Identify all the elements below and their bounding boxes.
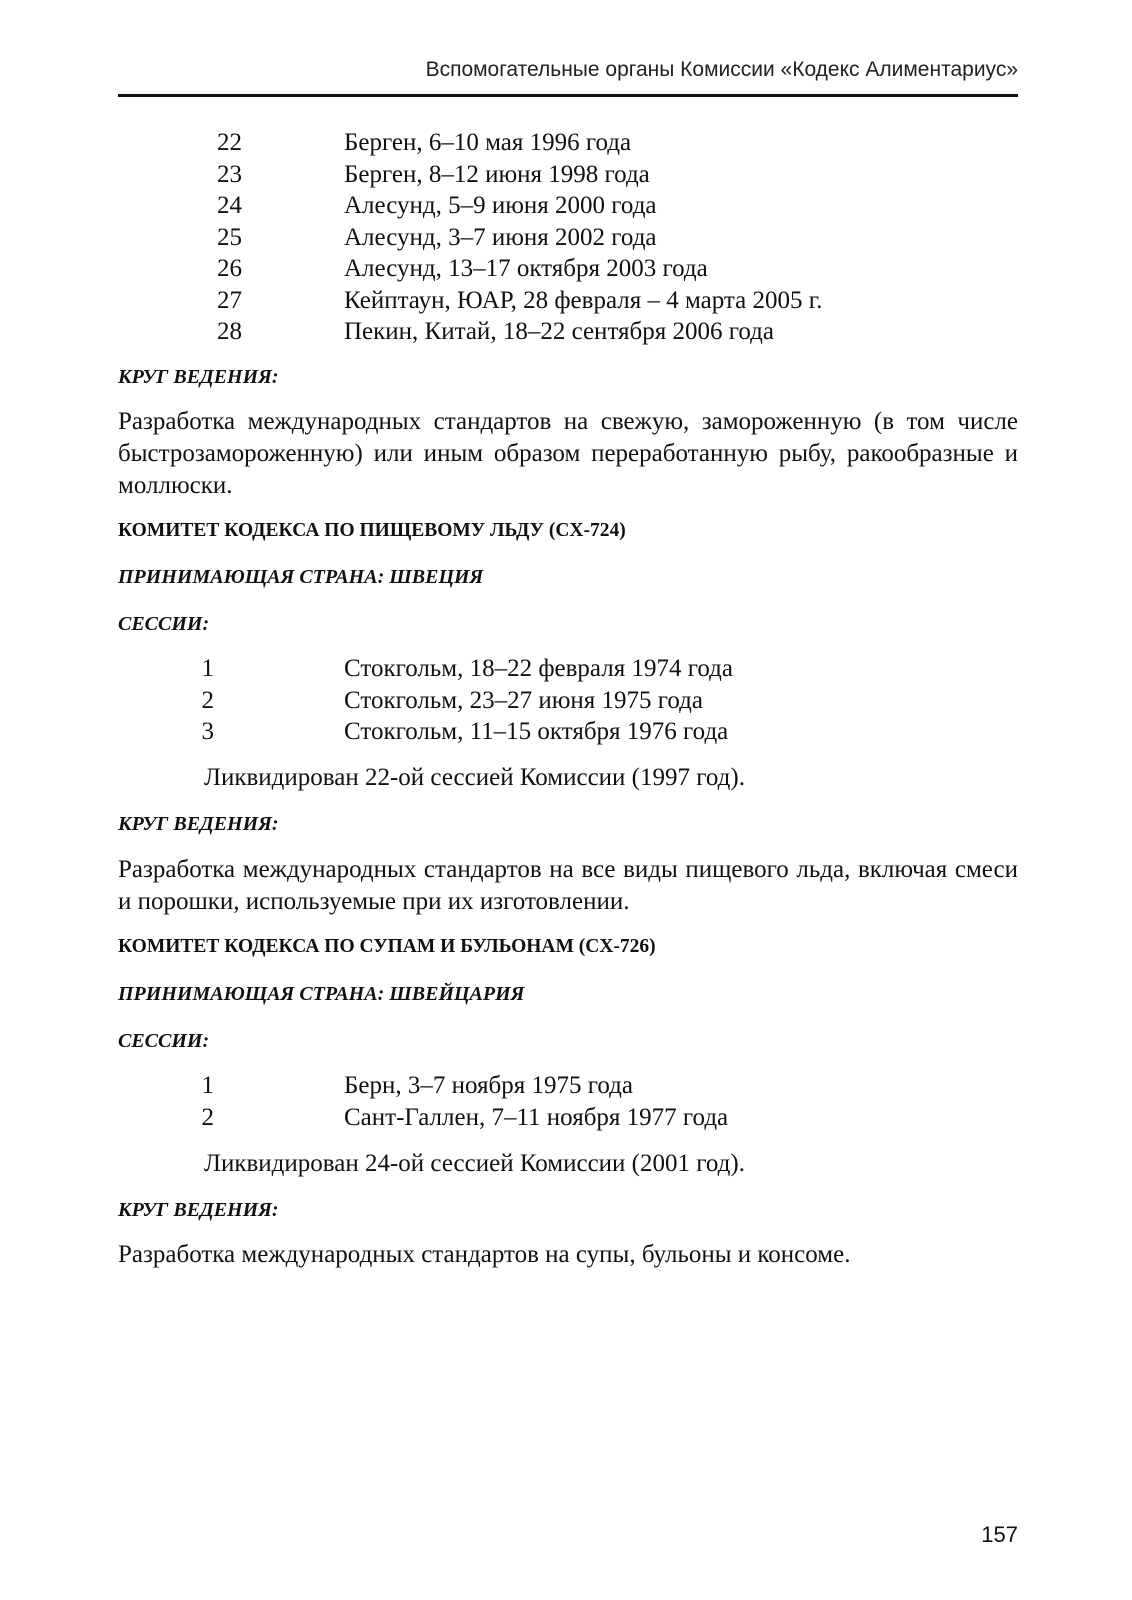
session-details: Алесунд, 13–17 октября 2003 года <box>344 255 708 282</box>
sessions-label: СЕССИИ: <box>118 1030 210 1052</box>
session-row <box>0 316 1132 348</box>
terms-text: Разработка международных стандартов на свежую, замороженную (в том числе быстрозамороженную) или иным образом переработанную рыбу, ракообразные и моллюски. <box>118 408 1018 499</box>
liquidation-note: Ликвидирован 22-ой сессией Комиссии (1997 год). <box>204 764 745 791</box>
session-row <box>0 685 1132 717</box>
session-details: Берген, 6–10 мая 1996 года <box>344 129 632 156</box>
page-number: 157 <box>981 1522 1018 1547</box>
session-number: 3 <box>201 718 214 745</box>
session-row <box>0 285 1132 317</box>
session-number: 22 <box>217 129 242 156</box>
session-number: 1 <box>201 1072 214 1099</box>
session-number: 2 <box>201 1103 214 1131</box>
session-row <box>0 222 1132 254</box>
session-row <box>0 253 1132 285</box>
session-details: Кейптаун, ЮАР, 28 февраля – 4 марта 2005 г. <box>344 286 823 314</box>
session-number: 27 <box>217 286 242 314</box>
host-country-label: ПРИНИМАЮЩАЯ СТРАНА: ШВЕЙЦАРИЯ <box>118 983 525 1005</box>
session-details: Стокгольм, 18–22 февраля 1974 года <box>344 655 733 682</box>
session-number: 23 <box>217 160 242 188</box>
session-row <box>0 1102 1132 1134</box>
terms-label: КРУГ ВЕДЕНИЯ: <box>118 813 279 835</box>
terms-text: Разработка международных стандартов на все виды пищевого льда, включая смеси и порошки, используемые при их изготовлении. <box>118 856 1018 915</box>
ice-sessions-list <box>0 653 1132 748</box>
session-details: Стокгольм, 11–15 октября 1976 года <box>344 718 729 745</box>
session-number: 24 <box>217 192 242 219</box>
terms-text: Разработка международных стандартов на супы, бульоны и консоме. <box>118 1241 851 1268</box>
liquidation-note: Ликвидирован 24-ой сессией Комиссии (2001 год). <box>204 1150 745 1177</box>
session-details: Пекин, Китай, 18–22 сентября 2006 года <box>344 318 774 345</box>
session-row <box>0 716 1132 748</box>
terms-label: КРУГ ВЕДЕНИЯ: <box>118 366 279 388</box>
committee-title: КОМИТЕТ КОДЕКСА ПО ПИЩЕВОМУ ЛЬДУ (CX-724) <box>118 520 626 541</box>
session-row <box>0 653 1132 685</box>
session-details: Сант-Галлен, 7–11 ноября 1977 года <box>344 1103 729 1131</box>
session-number: 25 <box>217 223 242 251</box>
session-row <box>0 190 1132 222</box>
session-number: 2 <box>201 686 214 714</box>
session-number: 26 <box>217 255 242 282</box>
session-details: Стокгольм, 23–27 июня 1975 года <box>344 686 703 714</box>
session-details: Алесунд, 3–7 июня 2002 года <box>344 223 657 251</box>
header-rule <box>118 94 1018 97</box>
session-row <box>0 127 1132 159</box>
session-number: 1 <box>201 655 214 682</box>
session-details: Берген, 8–12 июня 1998 года <box>344 160 650 188</box>
session-row <box>0 159 1132 191</box>
committee-title: КОМИТЕТ КОДЕКСА ПО СУПАМ И БУЛЬОНАМ (CX-726) <box>118 936 656 957</box>
session-row <box>0 1070 1132 1102</box>
fish-sessions-list <box>0 127 1132 348</box>
terms-label: КРУГ ВЕДЕНИЯ: <box>118 1199 279 1221</box>
soup-sessions-list <box>0 1070 1132 1133</box>
session-number: 28 <box>217 318 242 345</box>
sessions-label: СЕССИИ: <box>118 613 210 635</box>
session-details: Берн, 3–7 ноября 1975 года <box>344 1072 633 1099</box>
running-header: Вспомогательные органы Комиссии «Кодекс Алиментариус» <box>425 58 1018 81</box>
host-country-label: ПРИНИМАЮЩАЯ СТРАНА: ШВЕЦИЯ <box>118 566 484 588</box>
session-details: Алесунд, 5–9 июня 2000 года <box>344 192 657 219</box>
